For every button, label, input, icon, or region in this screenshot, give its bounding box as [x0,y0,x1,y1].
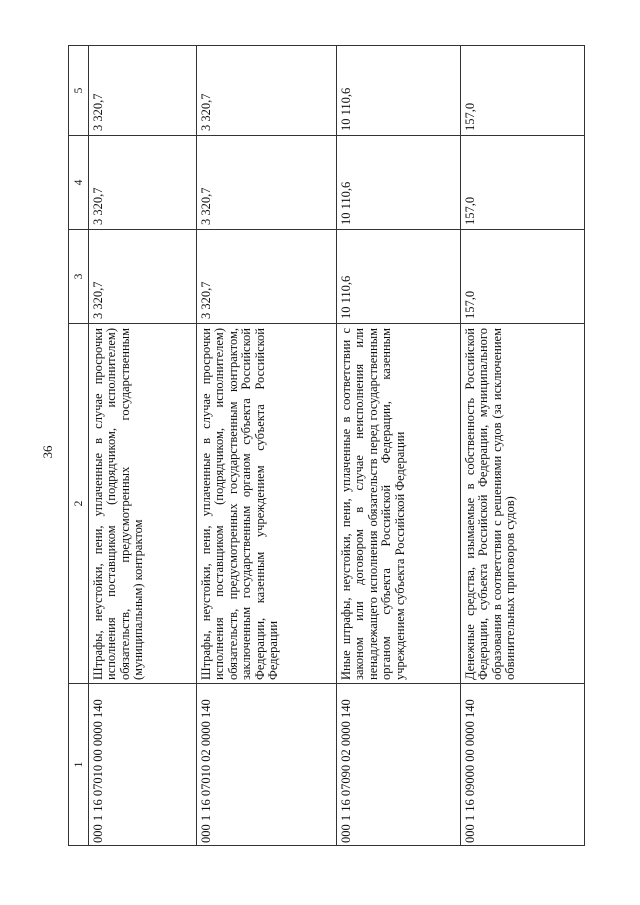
row-value-col-4: 10 110,6 [337,136,461,230]
row-value-col-3: 3 320,7 [197,230,337,324]
row-value-col-4: 3 320,7 [197,136,337,230]
table-row [197,46,337,846]
row-name: Денежные средства, изымаемые в собственность Российской Федерации, субъекта Российской Федерации, муниципального образования в соответствии с решениями судов (за исключением обвинительных приговоров судов) [461,324,585,684]
budget-table-rotated [68,46,640,846]
row-value-col-5: 3 320,7 [89,46,197,136]
header-col-2: 2 [69,324,89,684]
row-code: 000 1 16 07010 00 0000 140 [89,684,197,846]
row-code: 000 1 16 07010 02 0000 140 [197,684,337,846]
row-code: 000 1 16 09000 00 0000 140 [461,684,585,846]
page-number: 36 [40,445,55,459]
table-row [89,46,197,846]
header-col-1: 1 [69,684,89,846]
table-row [337,46,461,846]
table-row [461,46,585,846]
row-value-col-5: 10 110,6 [337,46,461,136]
row-value-col-3: 10 110,6 [337,230,461,324]
budget-table [68,45,585,846]
row-name: Штрафы, неустойки, пени, уплаченные в случае просрочки исполнения поставщиком (подрядчиком, исполнителем) обязательств, предусмотренных государственным контрактом, заключенным государственным органом субъекта Российской Федерации, казенным учреждением субъекта Российской Федерации [197,324,337,684]
row-value-col-3: 157,0 [461,230,585,324]
table-header-row [69,46,89,846]
header-col-3: 3 [69,230,89,324]
header-col-5: 5 [69,46,89,136]
row-value-col-4: 157,0 [461,136,585,230]
row-value-col-5: 157,0 [461,46,585,136]
row-value-col-5: 3 320,7 [197,46,337,136]
row-code: 000 1 16 07090 02 0000 140 [337,684,461,846]
header-col-4: 4 [69,136,89,230]
row-name: Иные штрафы, неустойки, пени, уплаченные в соответствии с законом или договором в случае неисполнения или ненадлежащего исполнения обязательств перед государственным органом субъекта Российской Федерации, казенным учреждением субъекта Российской Федерации [337,324,461,684]
row-value-col-4: 3 320,7 [89,136,197,230]
row-value-col-3: 3 320,7 [89,230,197,324]
row-name: Штрафы, неустойки, пени, уплаченные в случае просрочки исполнения поставщиком (подрядчиком, исполнителем) обязательств, предусмотренных государственным (муниципальным) контрактом [89,324,197,684]
